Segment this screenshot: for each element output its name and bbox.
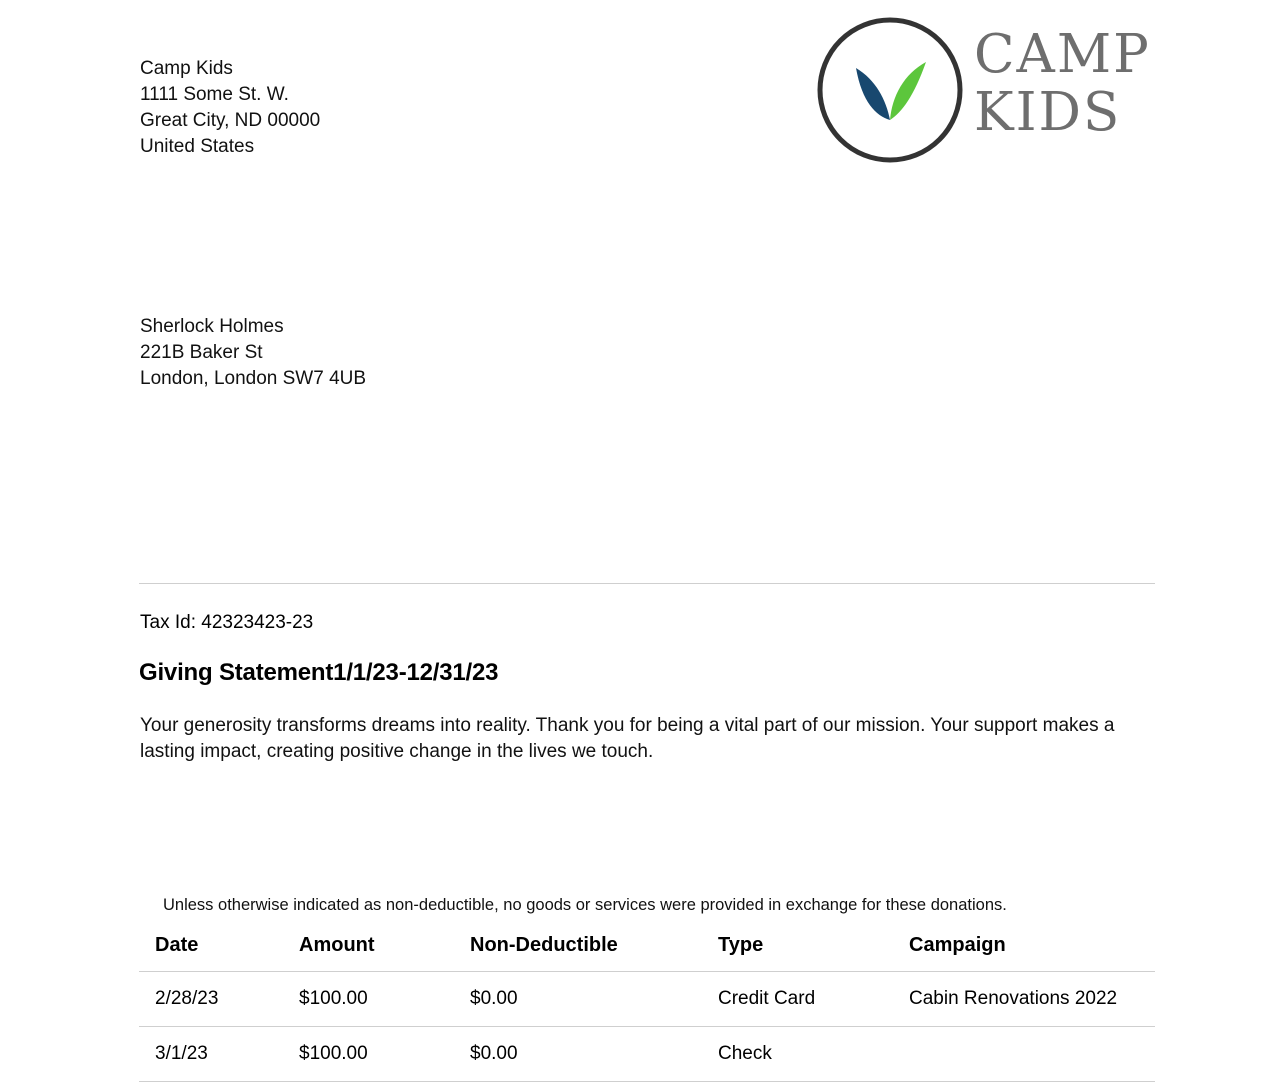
cell-amount: $100.00 xyxy=(283,972,454,1027)
logo-wordmark xyxy=(974,26,1151,142)
statement-body-text: Your generosity transforms dreams into reality. Thank you for being a vital part of our mission. Your support makes a lasting impact, creating positive change in the lives we touch. xyxy=(140,715,1115,762)
column-header-campaign: Campaign xyxy=(893,928,1155,972)
organization-country: United States xyxy=(140,136,255,157)
document-header xyxy=(124,0,1156,170)
logo-wordmark-line1: CAMP xyxy=(974,24,1151,85)
column-header-non-deductible: Non-Deductible xyxy=(454,928,702,972)
cell-non-deductible: $0.00 xyxy=(454,1027,702,1082)
organization-address-block xyxy=(140,56,320,160)
recipient-address-line2: London, London SW7 4UB xyxy=(140,368,367,389)
cell-date: 3/1/23 xyxy=(139,1027,283,1082)
recipient-name: Sherlock Holmes xyxy=(140,316,284,337)
cell-amount: $100.00 xyxy=(283,1027,454,1082)
donations-table xyxy=(139,928,1155,1082)
organization-name: Camp Kids xyxy=(140,58,233,79)
cell-type: Credit Card xyxy=(702,972,893,1027)
cell-campaign xyxy=(893,1027,1155,1082)
table-row xyxy=(139,972,1155,1027)
column-header-type: Type xyxy=(702,928,893,972)
cell-non-deductible: $0.00 xyxy=(454,972,702,1027)
tax-id: Tax Id: 42323423-23 xyxy=(140,612,314,633)
section-divider xyxy=(139,583,1155,584)
cell-campaign: Cabin Renovations 2022 xyxy=(893,972,1155,1027)
cell-date: 2/28/23 xyxy=(139,972,283,1027)
table-header-row xyxy=(139,928,1155,972)
table-row xyxy=(139,1027,1155,1082)
cell-type: Check xyxy=(702,1027,893,1082)
column-header-amount: Amount xyxy=(283,928,454,972)
recipient-address-block xyxy=(140,314,366,392)
organization-address-line1: 1111 Some St. W. xyxy=(140,84,289,105)
column-header-date: Date xyxy=(139,928,283,972)
recipient-address-line1: 221B Baker St xyxy=(140,342,263,363)
logo-wordmark-line2: KIDS xyxy=(974,82,1122,143)
organization-logo xyxy=(816,8,1151,168)
camp-kids-leaf-logo-icon xyxy=(816,16,964,164)
organization-address-line2: Great City, ND 00000 xyxy=(140,110,321,131)
page-title: Giving Statement1/1/23-12/31/23 xyxy=(139,659,499,686)
table-disclaimer-note: Unless otherwise indicated as non-deductible, no goods or services were provided in exchange for these donations. xyxy=(163,896,1007,914)
